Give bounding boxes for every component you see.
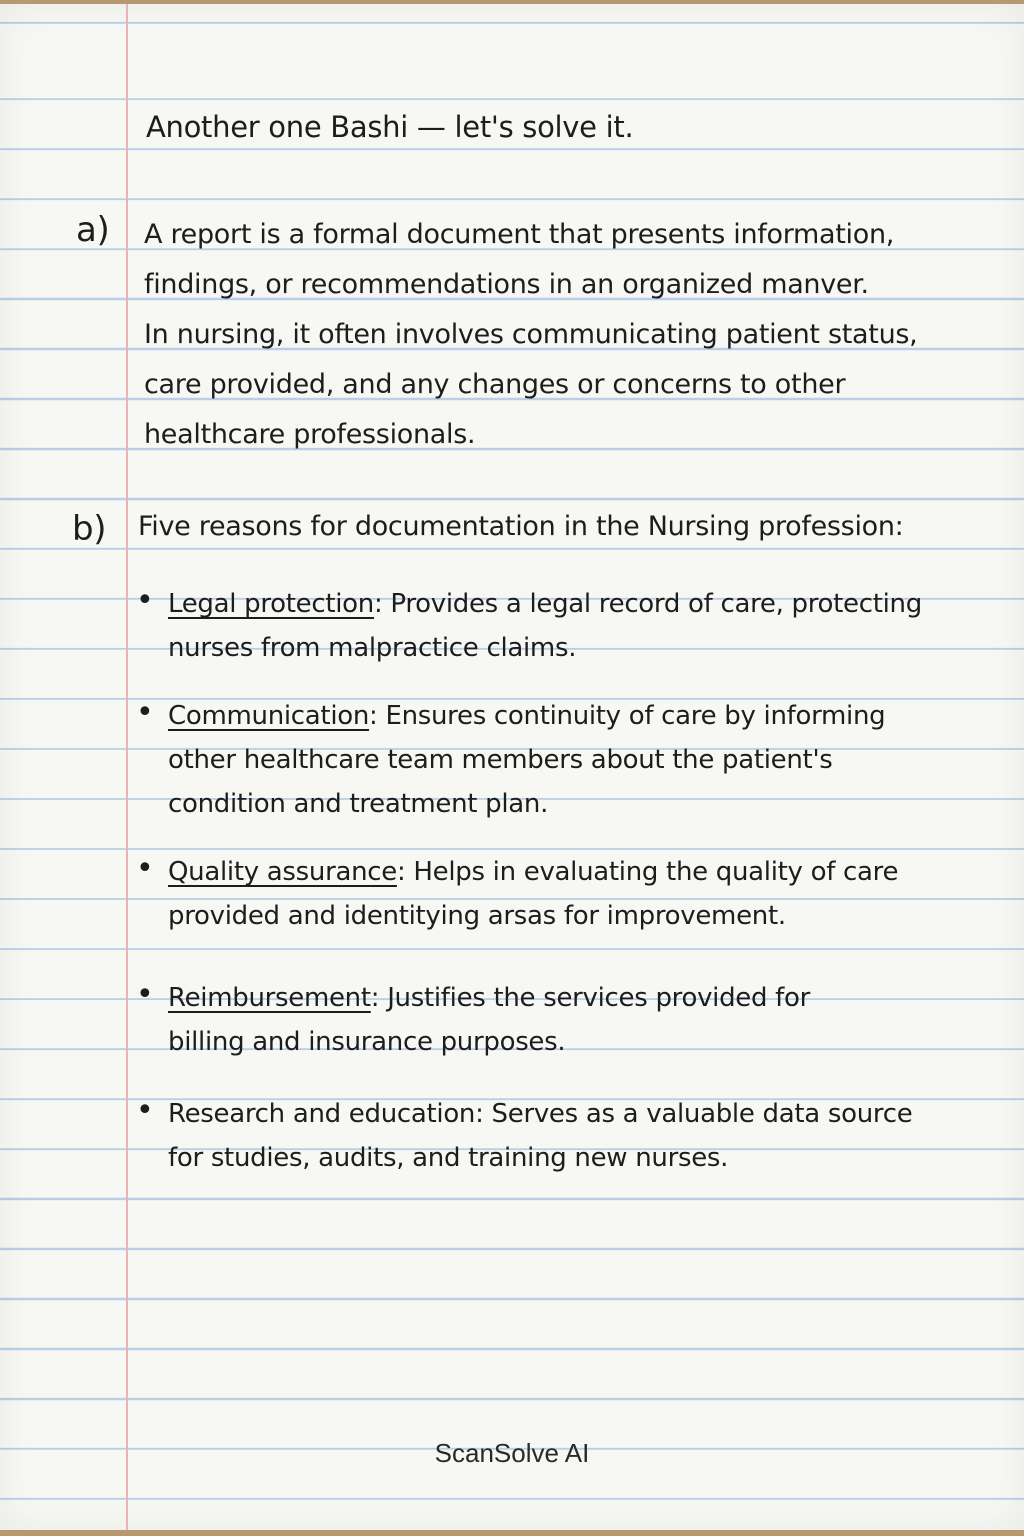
part-a-line: findings, or recommendations in an organized manver. [144, 269, 869, 300]
reason-text: : Ensures continuity of care by informing [369, 701, 886, 731]
notebook-page [0, 4, 1024, 1530]
reason-item [136, 976, 986, 1064]
part-a-line: In nursing, it often involves communicating patient status, [144, 319, 918, 350]
part-b-heading: Five reasons for documentation in the Nursing profession: [138, 511, 904, 542]
part-a-line: A report is a formal document that presents information, [144, 219, 895, 250]
reason-term: Research and education [168, 1099, 476, 1129]
reason-text: : Provides a legal record of care, protecting [373, 589, 922, 619]
bullet-icon: • [136, 977, 154, 1012]
reason-item [136, 850, 986, 938]
bullet-icon: • [136, 1093, 154, 1128]
part-b-marker: b) [72, 509, 107, 549]
bullet-icon: • [136, 695, 154, 730]
reason-text: billing and insurance purposes. [168, 1027, 566, 1057]
reason-text: : Justifies the services provided for [370, 983, 811, 1013]
reason-item [136, 1092, 986, 1180]
reason-term: Communication [168, 701, 370, 731]
reason-term: Quality assurance [168, 857, 397, 887]
part-a-line: care provided, and any changes or concerns to other [144, 369, 846, 400]
reason-term: Legal protection [168, 589, 374, 619]
reason-item [136, 694, 986, 826]
reason-text: for studies, audits, and training new nurses. [168, 1143, 729, 1173]
reason-text: provided and identitying arsas for improvement. [168, 901, 786, 931]
bullet-icon: • [136, 583, 154, 618]
reason-text: : Serves as a valuable data source [475, 1099, 913, 1129]
reason-text: : Helps in evaluating the quality of care [396, 857, 899, 887]
part-a-answer [144, 210, 984, 460]
reason-text: other healthcare team members about the patient's [168, 745, 833, 775]
reason-text: nurses from malpractice claims. [168, 633, 577, 663]
part-a-marker: a) [76, 210, 110, 250]
reason-item [136, 582, 986, 670]
footer-brand: ScanSolve AI [434, 1438, 590, 1468]
intro-line: Another one Bashi — let's solve it. [146, 110, 634, 144]
part-a-line: healthcare professionals. [144, 419, 476, 450]
bullet-icon: • [136, 851, 154, 886]
reason-text: condition and treatment plan. [168, 789, 549, 819]
reason-term: Reimbursement [168, 983, 371, 1013]
margin-line [126, 4, 128, 1530]
